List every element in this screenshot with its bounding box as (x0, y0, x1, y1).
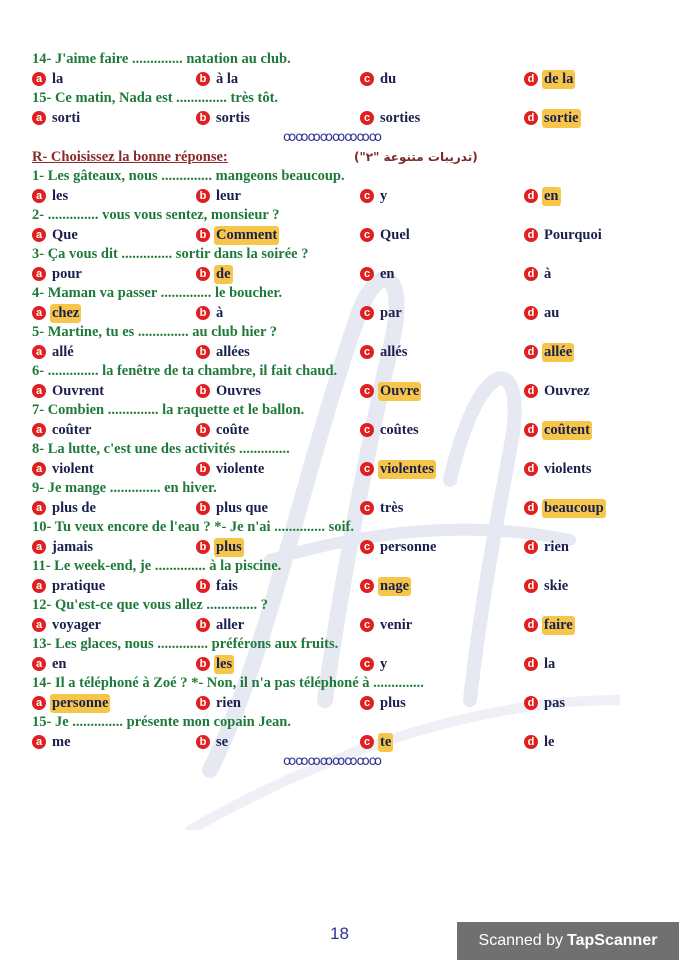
option-letter-icon: c (360, 72, 374, 86)
option-text: en (380, 265, 395, 282)
option-text: Pourquoi (544, 226, 602, 243)
answer-options (32, 694, 632, 714)
answer-option[interactable] (196, 304, 225, 324)
answer-options (32, 70, 632, 90)
correct-answer-text: Ouvre (378, 382, 421, 402)
answer-option[interactable] (360, 421, 421, 441)
answer-option[interactable] (196, 694, 243, 714)
question-text: 6- .............. la fenêtre de ta chambre, il fait chaud. (32, 363, 338, 379)
option-letter-icon: c (360, 267, 374, 281)
question-text: 12- Qu'est-ce que vous allez .............. ? (32, 597, 269, 613)
answer-option[interactable] (32, 655, 69, 675)
option-letter-icon: a (32, 423, 46, 437)
option-text: plus que (216, 499, 268, 516)
option-letter-icon: b (196, 72, 210, 86)
option-letter-icon: a (32, 228, 46, 242)
answer-option[interactable] (196, 421, 251, 441)
question-text: 1- Les gâteaux, nous .............. mangeons beaucoup. (32, 168, 345, 184)
answer-option[interactable] (32, 70, 65, 90)
option-letter-icon: b (196, 540, 210, 554)
option-letter-icon: c (360, 345, 374, 359)
correct-answer-text: de la (542, 70, 575, 90)
option-letter-icon: a (32, 189, 46, 203)
option-letter-icon: d (524, 696, 538, 710)
option-text: très (380, 499, 404, 516)
question-text: 11- Le week-end, je .............. à la piscine. (32, 558, 282, 574)
correct-answer-text: de (214, 265, 233, 285)
option-letter-icon: b (196, 696, 210, 710)
answer-option[interactable] (524, 577, 570, 597)
option-letter-icon: d (524, 735, 538, 749)
option-text: sorties (380, 109, 421, 126)
correct-answer-text: plus (214, 538, 244, 558)
option-letter-icon: a (32, 306, 46, 320)
answer-options (32, 109, 632, 129)
option-text: rien (544, 538, 569, 555)
option-letter-icon: a (32, 462, 46, 476)
answer-options (32, 460, 632, 480)
option-text: y (380, 187, 388, 204)
option-letter-icon: c (360, 228, 374, 242)
option-letter-icon: b (196, 657, 210, 671)
option-letter-icon: c (360, 462, 374, 476)
option-text: pas (544, 694, 565, 711)
answer-option[interactable] (196, 187, 243, 207)
correct-answer-text: sortie (542, 109, 581, 129)
correct-answer-text: les (214, 655, 234, 675)
option-letter-icon: c (360, 657, 374, 671)
option-text: allés (380, 343, 408, 360)
answer-option[interactable] (360, 577, 411, 597)
answer-option[interactable] (32, 421, 93, 441)
option-letter-icon: a (32, 735, 46, 749)
option-letter-icon: d (524, 306, 538, 320)
answer-option[interactable] (196, 538, 244, 558)
question-text: 4- Maman va passer .............. le boucher. (32, 285, 283, 301)
option-text: violent (52, 460, 94, 477)
answer-option[interactable] (32, 460, 96, 480)
answer-option[interactable] (196, 382, 263, 402)
answer-option[interactable] (32, 499, 98, 519)
correct-answer-text: Comment (214, 226, 279, 246)
question-text: 13- Les glaces, nous .............. préférons aux fruits. (32, 636, 339, 652)
correct-answer-text: te (378, 733, 393, 753)
answer-option[interactable] (32, 538, 95, 558)
answer-option[interactable] (524, 265, 553, 285)
answer-option[interactable] (196, 616, 246, 636)
section-header (32, 148, 632, 168)
option-letter-icon: d (524, 189, 538, 203)
question-text: 9- Je mange .............. en hiver. (32, 480, 217, 496)
option-text: Quel (380, 226, 410, 243)
option-text: voyager (52, 616, 102, 633)
option-text: se (216, 733, 229, 750)
answer-option[interactable] (32, 577, 107, 597)
answer-option[interactable] (196, 265, 233, 285)
option-text: Ouvrent (52, 382, 105, 399)
answer-options (32, 577, 632, 597)
correct-answer-text: personne (50, 694, 110, 714)
answer-options (32, 382, 632, 402)
option-text: violente (216, 460, 265, 477)
answer-option[interactable] (360, 499, 405, 519)
option-text: du (380, 70, 397, 87)
option-letter-icon: c (360, 540, 374, 554)
option-text: plus (380, 694, 406, 711)
option-letter-icon: c (360, 306, 374, 320)
question-text: 3- Ça vous dit .............. sortir dans la soirée ? (32, 246, 309, 262)
scanner-badge (457, 922, 679, 960)
option-letter-icon: c (360, 501, 374, 515)
option-letter-icon: d (524, 267, 538, 281)
option-text: skie (544, 577, 569, 594)
option-letter-icon: a (32, 111, 46, 125)
option-text: sortis (216, 109, 250, 126)
answer-option[interactable] (196, 70, 240, 90)
option-text: allé (52, 343, 74, 360)
option-letter-icon: b (196, 579, 210, 593)
option-text: plus de (52, 499, 96, 516)
question-text: 10- Tu veux encore de l'eau ? *- Je n'ai .............. soif. (32, 519, 354, 535)
option-text: fais (216, 577, 238, 594)
question-text: 8- La lutte, c'est une des activités .............. (32, 441, 290, 457)
option-text: jamais (52, 538, 94, 555)
option-letter-icon: b (196, 462, 210, 476)
answer-options (32, 226, 632, 246)
answer-option[interactable] (524, 538, 571, 558)
divider-ornament: ꝏꝏꝏꝏꝏꝏꝏꝏ (283, 754, 381, 769)
question-text: 14- Il a téléphoné à Zoé ? *- Non, il n'a pas téléphoné à .............. (32, 675, 424, 691)
answer-option[interactable] (360, 694, 408, 714)
option-letter-icon: d (524, 462, 538, 476)
option-letter-icon: c (360, 423, 374, 437)
answer-options (32, 499, 632, 519)
answer-option[interactable] (524, 421, 592, 441)
option-letter-icon: a (32, 696, 46, 710)
answer-option[interactable] (196, 499, 270, 519)
answer-option[interactable] (196, 109, 252, 129)
option-letter-icon: d (524, 423, 538, 437)
answer-option[interactable] (32, 226, 80, 246)
option-letter-icon: d (524, 228, 538, 242)
scanner-badge-brand: TapScanner (567, 932, 658, 949)
answer-option[interactable] (360, 109, 422, 129)
option-letter-icon: b (196, 501, 210, 515)
option-letter-icon: a (32, 501, 46, 515)
question-text: 15- Ce matin, Nada est .............. très tôt. (32, 90, 279, 106)
answer-option[interactable] (360, 187, 389, 207)
option-text: la (52, 70, 64, 87)
divider-ornament: ꝏꝏꝏꝏꝏꝏꝏꝏ (283, 130, 381, 145)
answer-option[interactable] (196, 460, 266, 480)
option-text: violents (544, 460, 592, 477)
answer-option[interactable] (524, 187, 561, 207)
option-letter-icon: a (32, 384, 46, 398)
option-text: allées (216, 343, 250, 360)
option-letter-icon: b (196, 306, 210, 320)
correct-answer-text: allée (542, 343, 574, 363)
option-letter-icon: b (196, 189, 210, 203)
option-letter-icon: d (524, 111, 538, 125)
question-text: 5- Martine, tu es .............. au club hier ? (32, 324, 278, 340)
answer-option[interactable] (360, 343, 409, 363)
answer-option[interactable] (360, 226, 412, 246)
answer-options (32, 304, 632, 324)
answer-option[interactable] (196, 577, 240, 597)
answer-options (32, 733, 632, 753)
answer-option[interactable] (524, 655, 557, 675)
answer-option[interactable] (360, 616, 414, 636)
option-letter-icon: c (360, 111, 374, 125)
option-text: à (544, 265, 552, 282)
answer-option[interactable] (32, 343, 76, 363)
option-letter-icon: a (32, 579, 46, 593)
option-letter-icon: b (196, 345, 210, 359)
option-text: aller (216, 616, 245, 633)
option-letter-icon: d (524, 657, 538, 671)
option-text: par (380, 304, 402, 321)
question-text: 2- .............. vous vous sentez, monsieur ? (32, 207, 280, 223)
option-letter-icon: a (32, 345, 46, 359)
answer-option[interactable] (360, 382, 421, 402)
correct-answer-text: coûtent (542, 421, 592, 441)
option-letter-icon: a (32, 618, 46, 632)
answer-option[interactable] (32, 265, 84, 285)
option-letter-icon: d (524, 579, 538, 593)
option-text: au (544, 304, 560, 321)
answer-option[interactable] (524, 304, 561, 324)
correct-answer-text: chez (50, 304, 81, 324)
option-letter-icon: b (196, 228, 210, 242)
answer-options (32, 655, 632, 675)
option-text: venir (380, 616, 413, 633)
answer-option[interactable] (32, 616, 103, 636)
question-text: 14- J'aime faire .............. natation au club. (32, 51, 291, 67)
answer-option[interactable] (196, 733, 230, 753)
option-letter-icon: c (360, 189, 374, 203)
option-text: la (544, 655, 556, 672)
option-letter-icon: b (196, 618, 210, 632)
option-letter-icon: b (196, 735, 210, 749)
option-text: coûter (52, 421, 92, 438)
section-title: R- Choisissez la bonne réponse: (32, 148, 228, 165)
option-letter-icon: d (524, 501, 538, 515)
correct-answer-text: faire (542, 616, 575, 636)
option-letter-icon: b (196, 111, 210, 125)
answer-options (32, 265, 632, 285)
answer-option[interactable] (196, 343, 252, 363)
answer-option[interactable] (524, 109, 581, 129)
answer-option[interactable] (360, 655, 389, 675)
answer-option[interactable] (360, 304, 404, 324)
page-number: 18 (330, 924, 349, 943)
answer-option[interactable] (524, 616, 575, 636)
answer-options (32, 616, 632, 636)
question-text: 15- Je .............. présente mon copain Jean. (32, 714, 291, 730)
option-text: à (216, 304, 224, 321)
answer-option[interactable] (32, 304, 81, 324)
option-letter-icon: a (32, 72, 46, 86)
correct-answer-text: violentes (378, 460, 436, 480)
option-text: à la (216, 70, 239, 87)
option-letter-icon: a (32, 657, 46, 671)
option-text: coûte (216, 421, 250, 438)
option-letter-icon: c (360, 579, 374, 593)
answer-option[interactable] (524, 382, 592, 402)
answer-option[interactable] (524, 460, 594, 480)
answer-option[interactable] (32, 382, 106, 402)
option-text: sorti (52, 109, 81, 126)
answer-options (32, 421, 632, 441)
option-text: pratique (52, 577, 106, 594)
option-text: Ouvres (216, 382, 261, 399)
option-letter-icon: d (524, 618, 538, 632)
answer-option[interactable] (524, 343, 574, 363)
option-letter-icon: d (524, 345, 538, 359)
option-letter-icon: c (360, 696, 374, 710)
scanner-badge-prefix: Scanned by (478, 932, 564, 949)
answer-options (32, 343, 632, 363)
option-letter-icon: b (196, 384, 210, 398)
option-letter-icon: d (524, 384, 538, 398)
answer-option[interactable] (360, 70, 398, 90)
option-text: personne (380, 538, 437, 555)
option-text: pour (52, 265, 82, 282)
answer-option[interactable] (360, 733, 393, 753)
correct-answer-text: en (542, 187, 561, 207)
option-letter-icon: b (196, 423, 210, 437)
answer-option[interactable] (32, 733, 73, 753)
answer-options (32, 538, 632, 558)
answer-option[interactable] (360, 538, 438, 558)
option-letter-icon: d (524, 540, 538, 554)
option-letter-icon: a (32, 267, 46, 281)
option-text: les (52, 187, 69, 204)
option-text: coûtes (380, 421, 419, 438)
option-text: me (52, 733, 71, 750)
option-letter-icon: c (360, 618, 374, 632)
option-text: en (52, 655, 67, 672)
answer-option[interactable] (524, 70, 575, 90)
answer-option[interactable] (524, 733, 556, 753)
answer-option[interactable] (524, 226, 604, 246)
answer-option[interactable] (32, 109, 82, 129)
option-letter-icon: c (360, 735, 374, 749)
answer-option[interactable] (524, 694, 567, 714)
answer-options (32, 187, 632, 207)
answer-option[interactable] (196, 655, 234, 675)
option-text: Que (52, 226, 78, 243)
section-subtitle: (تدريبات متنوعة "٢") (354, 149, 478, 164)
option-text: le (544, 733, 555, 750)
answer-option[interactable] (32, 694, 110, 714)
option-text: Ouvrez (544, 382, 590, 399)
correct-answer-text: nage (378, 577, 411, 597)
exercise-content (32, 50, 632, 772)
answer-option[interactable] (32, 187, 70, 207)
option-letter-icon: a (32, 540, 46, 554)
option-letter-icon: b (196, 267, 210, 281)
answer-option[interactable] (196, 226, 279, 246)
option-text: y (380, 655, 388, 672)
answer-option[interactable] (524, 499, 606, 519)
option-text: leur (216, 187, 241, 204)
option-letter-icon: c (360, 384, 374, 398)
option-text: rien (216, 694, 241, 711)
correct-answer-text: beaucoup (542, 499, 606, 519)
question-text: 7- Combien .............. la raquette et le ballon. (32, 402, 305, 418)
answer-option[interactable] (360, 460, 436, 480)
answer-option[interactable] (360, 265, 397, 285)
option-letter-icon: d (524, 72, 538, 86)
